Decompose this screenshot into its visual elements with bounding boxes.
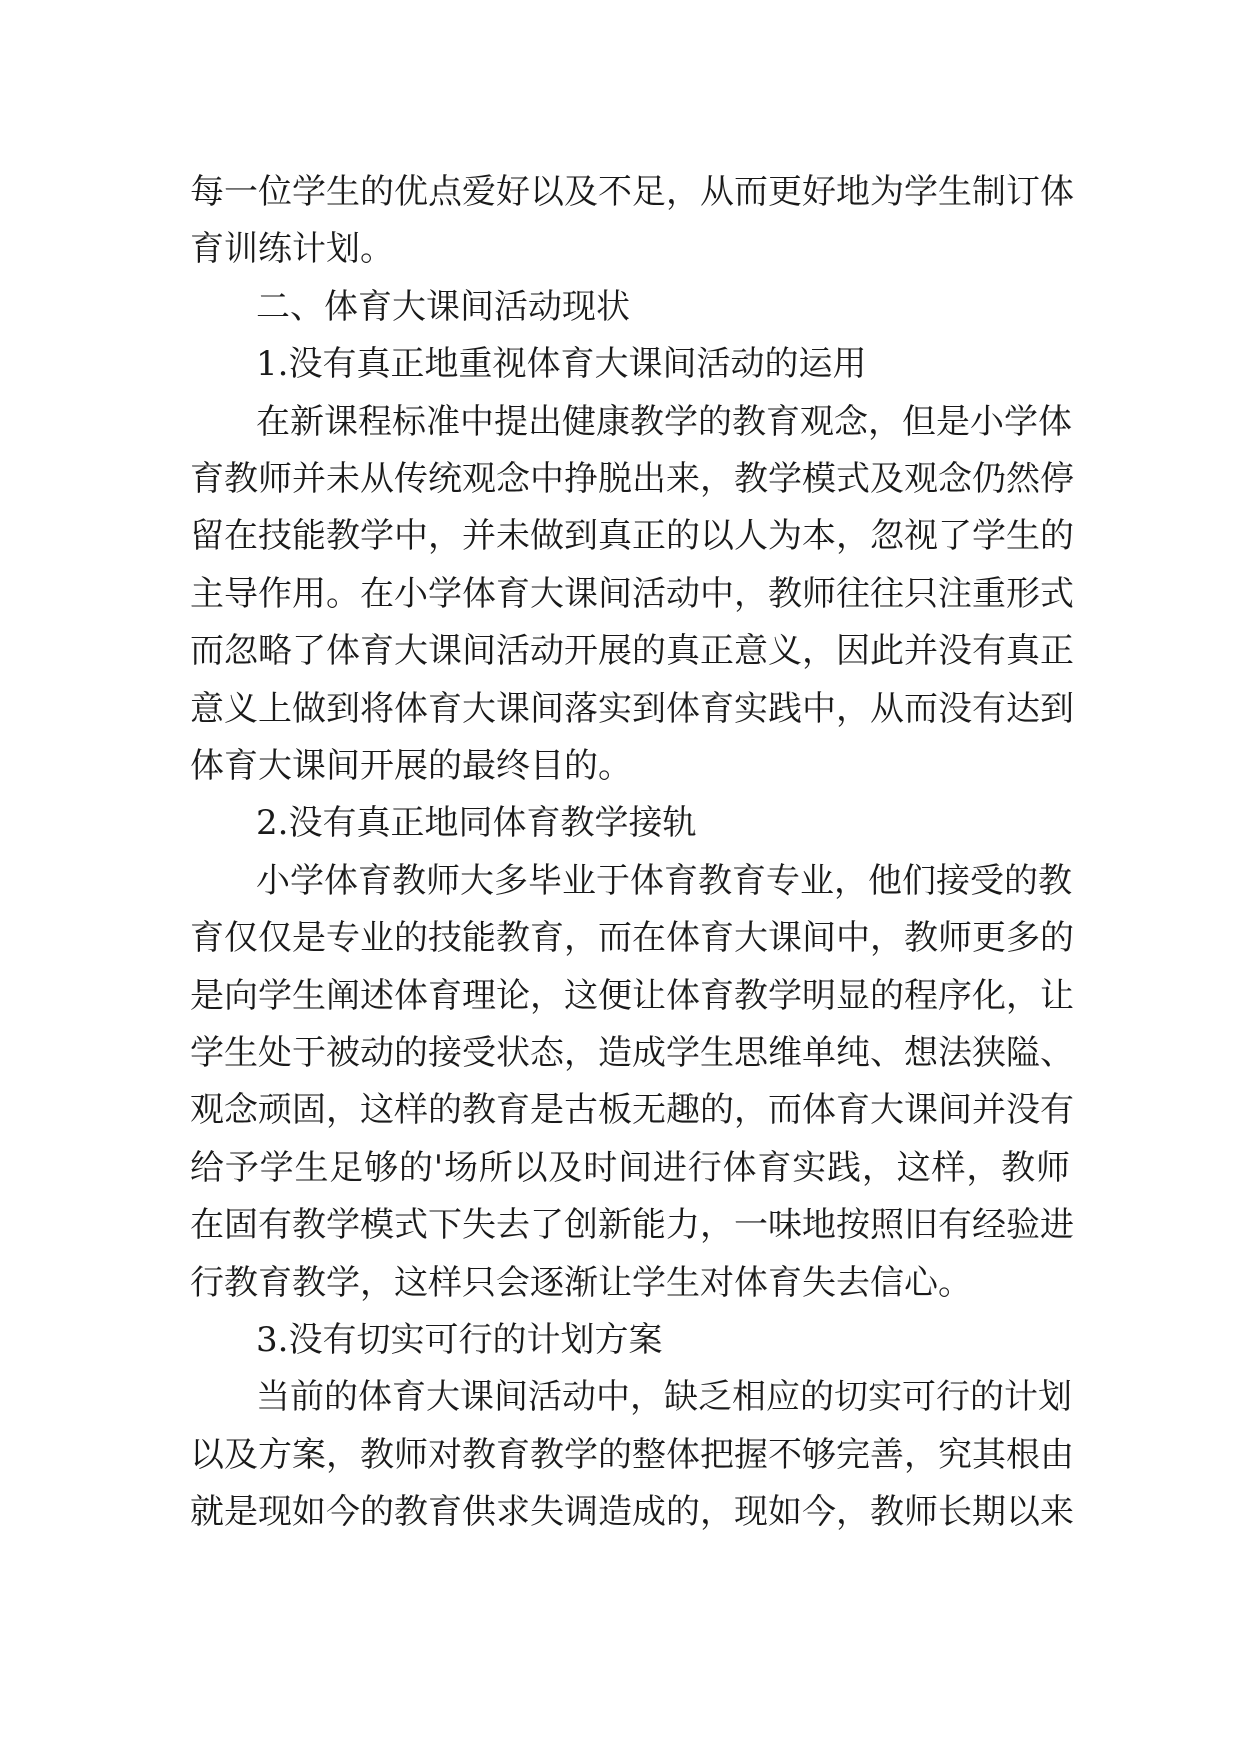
- text-line: 育教师并未从传统观念中挣脱出来，教学模式及观念仍然停: [190, 459, 1074, 499]
- text-line: 育训练计划。: [190, 229, 394, 269]
- text-line: 二、体育大课间活动现状: [256, 287, 630, 327]
- text-line: 给予学生足够的'场所以及时间进行体育实践，这样，教师: [190, 1148, 1070, 1188]
- text-line: 行教育教学，这样只会逐渐让学生对体育失去信心。: [190, 1263, 972, 1303]
- text-line: 小学体育教师大多毕业于体育教育专业，他们接受的教: [256, 861, 1072, 901]
- text-line: 学生处于被动的接受状态，造成学生思维单纯、想法狭隘、: [190, 1033, 1074, 1073]
- text-line: 意义上做到将体育大课间落实到体育实践中，从而没有达到: [190, 689, 1074, 729]
- text-line: 是向学生阐述体育理论，这便让体育教学明显的程序化，让: [190, 976, 1074, 1016]
- text-line: 主导作用。在小学体育大课间活动中，教师往往只注重形式: [190, 574, 1074, 614]
- text-line: 2.没有真正地同体育教学接轨: [256, 803, 697, 843]
- text-line: 体育大课间开展的最终目的。: [190, 746, 632, 786]
- text-line: 当前的体育大课间活动中，缺乏相应的切实可行的计划: [256, 1377, 1072, 1417]
- text-line: 而忽略了体育大课间活动开展的真正意义，因此并没有真正: [190, 631, 1074, 671]
- text-line: 3.没有切实可行的计划方案: [256, 1320, 663, 1360]
- text-line: 在新课程标准中提出健康教学的教育观念，但是小学体: [256, 402, 1072, 442]
- text-line: 观念顽固，这样的教育是古板无趣的，而体育大课间并没有: [190, 1090, 1074, 1130]
- text-line: 每一位学生的优点爱好以及不足，从而更好地为学生制订体: [190, 172, 1074, 212]
- text-line: 以及方案，教师对教育教学的整体把握不够完善，究其根由: [190, 1435, 1074, 1475]
- text-line: 育仅仅是专业的技能教育，而在体育大课间中，教师更多的: [190, 918, 1074, 958]
- text-line: 在固有教学模式下失去了创新能力，一味地按照旧有经验进: [190, 1205, 1074, 1245]
- text-line: 就是现如今的教育供求失调造成的，现如今，教师长期以来: [190, 1492, 1074, 1532]
- text-line: 留在技能教学中，并未做到真正的以人为本，忽视了学生的: [190, 516, 1074, 556]
- text-line: 1.没有真正地重视体育大课间活动的运用: [256, 344, 867, 384]
